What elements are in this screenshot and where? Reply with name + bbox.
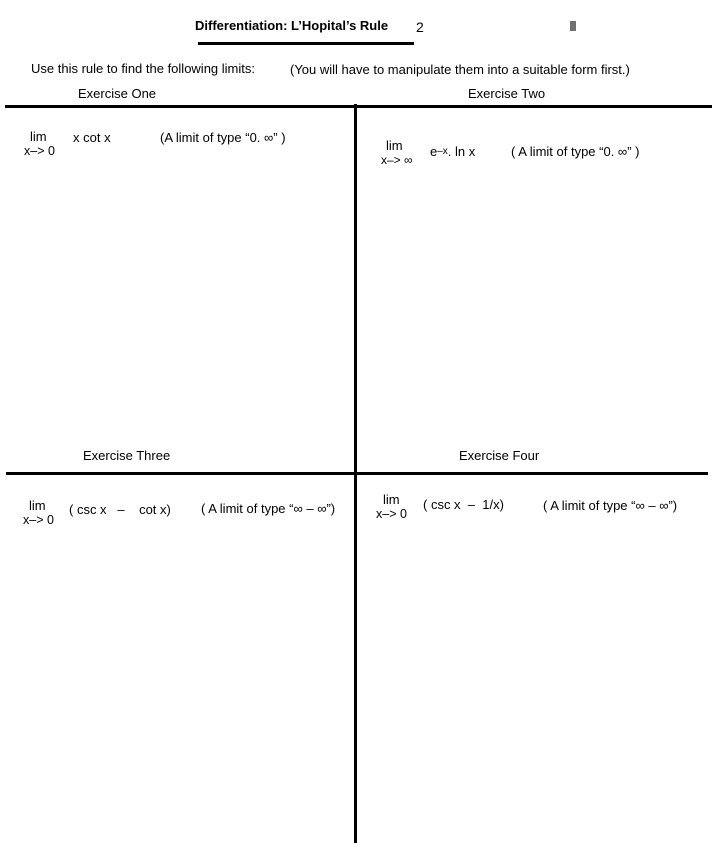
lim-label: lim: [29, 498, 46, 513]
exercise-two-heading: Exercise Two: [468, 86, 546, 101]
instruction-text: Use this rule to find the following limits:: [31, 61, 255, 76]
lim-label: lim: [383, 492, 400, 507]
exp-exponent: –x: [437, 146, 448, 157]
exp-base: e: [430, 144, 438, 159]
lim-approach: x–> ∞: [381, 153, 413, 167]
exercise-three-limit: [23, 498, 54, 528]
lim-approach: x–> 0: [23, 513, 54, 527]
exercise-three-expression: ( csc x – cot x): [69, 502, 171, 517]
exp-rest: . ln x: [447, 144, 476, 159]
exercise-four-expression: ( csc x – 1/x): [423, 497, 504, 512]
lim-label: lim: [386, 138, 403, 153]
exercise-two-expression: [430, 144, 475, 159]
lim-label: lim: [30, 129, 47, 144]
exercise-three-heading: Exercise Three: [83, 448, 171, 463]
page-number: 2: [416, 19, 424, 35]
exercise-two-type-note: ( A limit of type “0. ∞” ): [511, 144, 640, 159]
exercise-three-type-note: ( A limit of type “∞ – ∞”): [201, 501, 336, 516]
exercise-one-expression: x cot x: [73, 130, 111, 145]
lim-approach: x–> 0: [24, 144, 55, 158]
middle-divider: [6, 472, 708, 475]
instruction-note: (You will have to manipulate them into a suitable form first.): [290, 62, 630, 77]
lim-approach: x–> 0: [376, 507, 407, 521]
title-underline: [198, 42, 414, 45]
exercise-one-type-note: (A limit of type “0. ∞” ): [160, 130, 286, 145]
exercise-four-heading: Exercise Four: [459, 448, 540, 463]
exercise-one-limit: [24, 129, 55, 159]
page-title: Differentiation: L’Hopital’s Rule: [195, 18, 389, 33]
exercise-four-limit: [376, 492, 407, 522]
exercise-four-type-note: ( A limit of type “∞ – ∞”): [543, 498, 678, 513]
top-divider: [5, 105, 712, 108]
exercise-one-heading: Exercise One: [78, 86, 157, 101]
exercise-two-limit: [381, 138, 413, 168]
vertical-divider: [354, 104, 357, 843]
grey-marker: [570, 21, 576, 31]
